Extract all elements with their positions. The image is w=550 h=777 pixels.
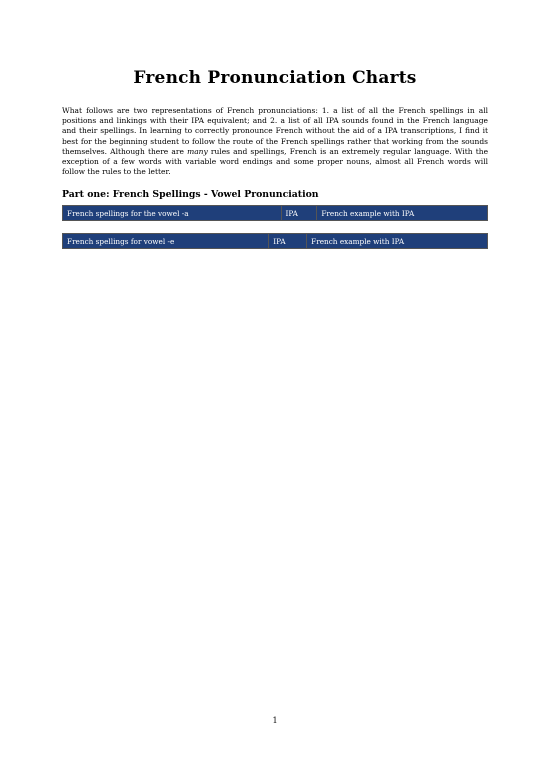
intro-emphasis: many [187, 146, 208, 156]
header-example: French example with IPA [307, 234, 488, 249]
header-spelling: French spellings for the vowel -a [63, 206, 282, 221]
page-number: 1 [272, 716, 278, 725]
intro-text-a: What follows are two representations of French pronunciations: 1. a list of all the French spellings in all positions and linkings with their IPA equivalent; and 2. a list of all IPA sounds found in the French language and their spellings. In learning to correctly pronounce French without the aid of a IPA transcriptions, I find it best for the beginning student to follow the route of the French spellings rather that working from the sounds themselves. Although there are [62, 106, 488, 156]
header-ipa: IPA [269, 234, 307, 249]
table-header-row [63, 206, 488, 221]
header-example: French example with IPA [317, 206, 488, 221]
intro-text-b: rules and spellings, French is an extremely regular language. With the exception of a few words with variable word endings and some proper nouns, almost all French words will follow the rules to the letter. [62, 146, 489, 177]
vowel-a-table [62, 205, 488, 221]
header-spelling: French spellings for vowel -e [63, 234, 269, 249]
table-spacer [62, 221, 488, 233]
table-header-row [63, 234, 488, 249]
section-heading: Part one: French Spellings - Vowel Pronunciation [62, 189, 319, 201]
page-title: French Pronunciation Charts [133, 68, 417, 88]
intro-paragraph [62, 106, 488, 177]
header-ipa: IPA [281, 206, 317, 221]
vowel-e-table [62, 233, 488, 249]
